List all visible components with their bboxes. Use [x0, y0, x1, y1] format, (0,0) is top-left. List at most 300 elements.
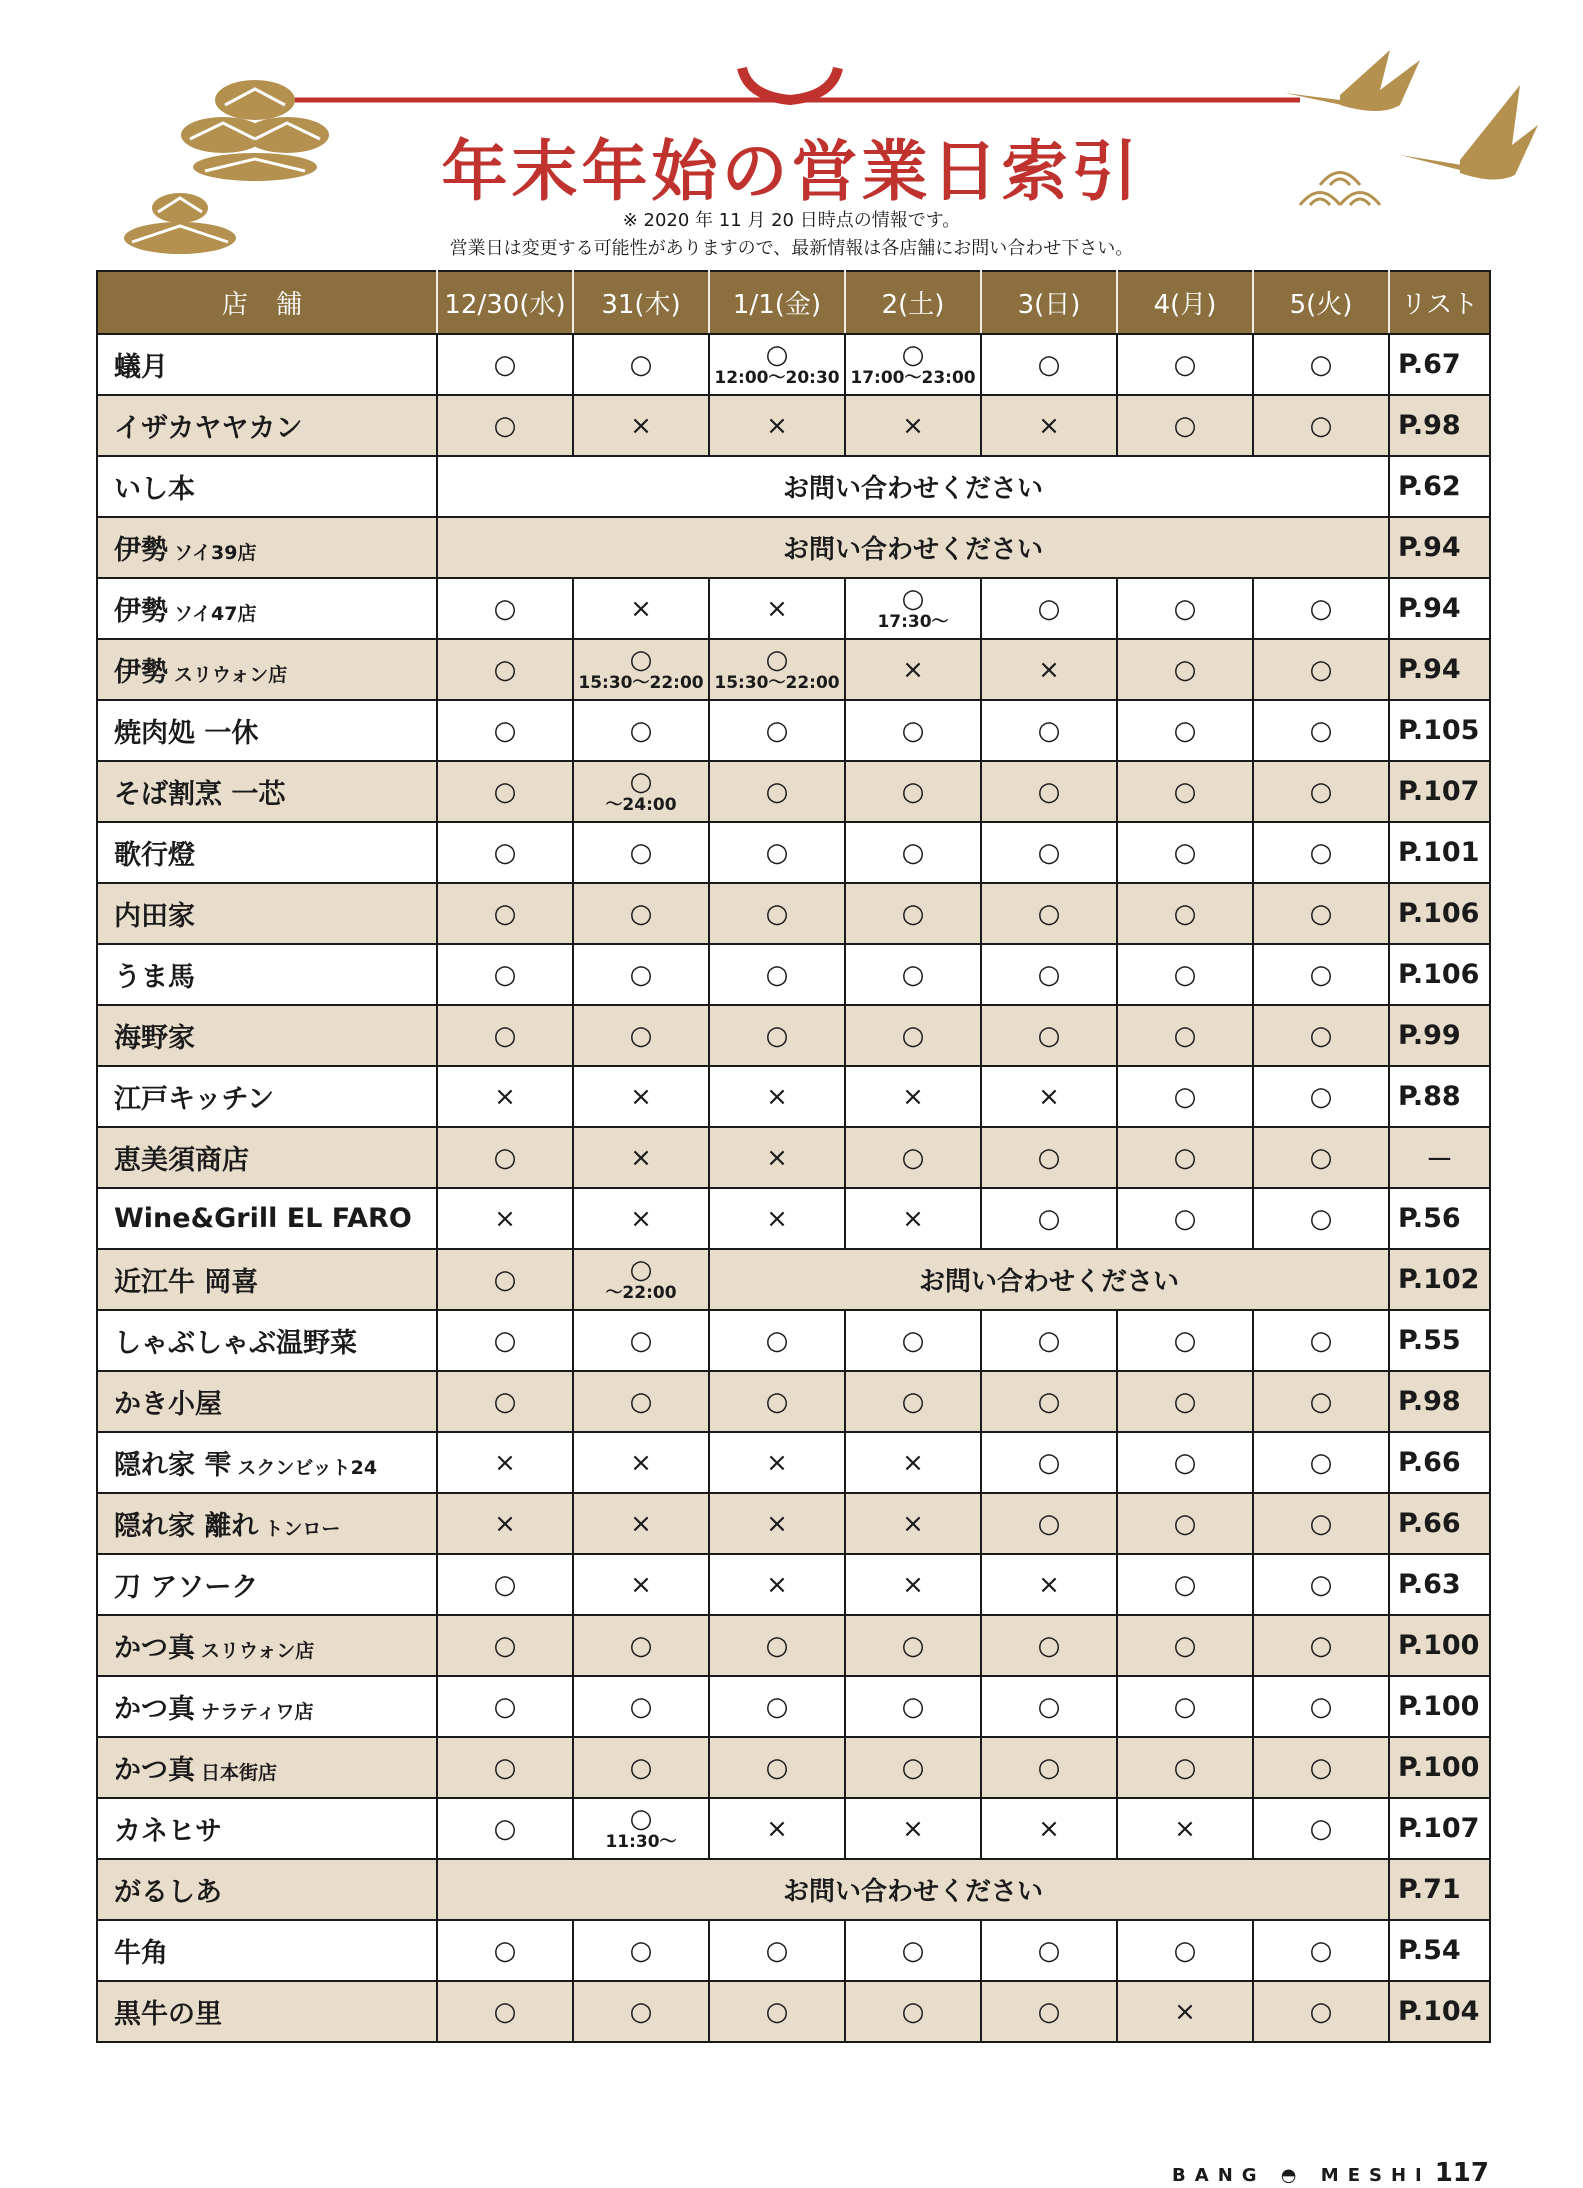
- open-mark: ○: [629, 1996, 653, 2027]
- status-cell: [981, 1310, 1117, 1371]
- store-name-cell: [97, 395, 437, 456]
- table-row: [97, 1554, 1490, 1615]
- status-cell: [573, 1188, 709, 1249]
- status-cell: [1117, 1066, 1253, 1127]
- table-row: [97, 700, 1490, 761]
- closed-mark: ×: [630, 1081, 652, 1112]
- open-mark: ○: [1037, 1325, 1061, 1356]
- status-cell: [573, 1798, 709, 1859]
- store-name: 近江牛 岡喜: [114, 1267, 259, 1298]
- store-name: 牛角: [114, 1938, 168, 1969]
- store-name-cell: [97, 1737, 437, 1798]
- open-mark: ○: [629, 1386, 653, 1417]
- header-cell: 31(木): [573, 271, 709, 334]
- store-name-cell: [97, 1676, 437, 1737]
- open-mark: ○: [1173, 1081, 1197, 1112]
- status-cell: [981, 1493, 1117, 1554]
- open-mark: ○: [1309, 776, 1333, 807]
- open-mark: ○: [493, 837, 517, 868]
- store-name-cell: [97, 1432, 437, 1493]
- status-cell: [1253, 1554, 1389, 1615]
- status-cell: [1117, 334, 1253, 395]
- open-mark: ○: [1037, 1447, 1061, 1478]
- open-mark: ○: [1037, 959, 1061, 990]
- list-page-ref: P.94: [1389, 578, 1490, 639]
- status-cell: [1253, 883, 1389, 944]
- status-cell: [1117, 1737, 1253, 1798]
- status-cell: [845, 395, 981, 456]
- open-mark: ○: [1173, 1325, 1197, 1356]
- store-name-cell: [97, 700, 437, 761]
- closed-mark: ×: [630, 1203, 652, 1234]
- open-mark: ○: [629, 1020, 653, 1051]
- store-name-cell: [97, 822, 437, 883]
- open-mark: ○: [1037, 837, 1061, 868]
- open-mark: ○: [901, 340, 925, 370]
- list-page-ref: P.106: [1389, 944, 1490, 1005]
- table-row: [97, 1981, 1490, 2042]
- closed-mark: ×: [630, 1508, 652, 1539]
- hours-text: 11:30～: [605, 1832, 677, 1852]
- open-mark: ○: [1173, 1630, 1197, 1661]
- open-mark: ○: [1309, 593, 1333, 624]
- hours-text: 15:30～22:00: [578, 673, 704, 693]
- status-cell: [709, 1920, 845, 1981]
- status-cell: [437, 1981, 573, 2042]
- open-mark: ○: [765, 1996, 789, 2027]
- open-mark: ○: [493, 1569, 517, 1600]
- table-row: [97, 1798, 1490, 1859]
- status-cell: [437, 1432, 573, 1493]
- closed-mark: ×: [630, 593, 652, 624]
- status-cell: [1253, 822, 1389, 883]
- open-mark: ○: [765, 1386, 789, 1417]
- status-cell: [709, 822, 845, 883]
- list-page-ref: P.62: [1389, 456, 1490, 517]
- header-cell: 5(火): [1253, 271, 1389, 334]
- status-cell: [437, 1676, 573, 1737]
- closed-mark: ×: [902, 1569, 924, 1600]
- open-mark: ○: [493, 349, 517, 380]
- open-mark: ○: [901, 1630, 925, 1661]
- status-cell: [573, 395, 709, 456]
- status-cell: [1117, 822, 1253, 883]
- status-cell: [437, 1493, 573, 1554]
- store-name-cell: [97, 1554, 437, 1615]
- store-name: がるしあ: [114, 1877, 222, 1908]
- closed-mark: ×: [766, 1203, 788, 1234]
- status-cell: [981, 761, 1117, 822]
- status-cell: [437, 1249, 573, 1310]
- table-row: [97, 1249, 1490, 1310]
- closed-mark: ×: [766, 1142, 788, 1173]
- store-name-cell: [97, 1371, 437, 1432]
- status-cell: [845, 1127, 981, 1188]
- open-mark: ○: [1309, 1935, 1333, 1966]
- store-name: 内田家: [114, 901, 195, 932]
- list-page-ref: P.56: [1389, 1188, 1490, 1249]
- status-cell: [981, 1737, 1117, 1798]
- status-cell: [437, 1310, 573, 1371]
- store-name: かつ真: [114, 1694, 195, 1725]
- store-name: 恵美須商店: [114, 1145, 249, 1176]
- status-cell: [1253, 1615, 1389, 1676]
- open-mark: ○: [493, 1325, 517, 1356]
- list-page-ref: P.67: [1389, 334, 1490, 395]
- status-cell: [981, 578, 1117, 639]
- status-cell: [1117, 1981, 1253, 2042]
- open-mark: ○: [1037, 349, 1061, 380]
- open-mark: ○: [901, 1935, 925, 1966]
- list-page-ref: P.55: [1389, 1310, 1490, 1371]
- store-name-cell: [97, 1920, 437, 1981]
- status-cell: [845, 578, 981, 639]
- store-name-cell: [97, 1188, 437, 1249]
- closed-mark: ×: [1038, 410, 1060, 441]
- hours-text: ～24:00: [605, 795, 677, 815]
- open-mark: ○: [1173, 898, 1197, 929]
- open-mark: ○: [1309, 1325, 1333, 1356]
- open-mark: ○: [493, 593, 517, 624]
- open-mark: ○: [1309, 837, 1333, 868]
- store-branch: スリウォン店: [174, 664, 288, 686]
- status-cell: [981, 334, 1117, 395]
- note-date: ※ 2020 年 11 月 20 日時点の情報です。: [622, 210, 961, 231]
- status-cell: [1253, 578, 1389, 639]
- open-mark: ○: [1173, 1569, 1197, 1600]
- table-row: [97, 517, 1490, 578]
- store-name-cell: [97, 517, 437, 578]
- open-mark: ○: [493, 715, 517, 746]
- open-mark: ○: [901, 1386, 925, 1417]
- status-cell: [437, 1737, 573, 1798]
- header-cell: 店 舗: [97, 271, 437, 334]
- status-cell: [981, 639, 1117, 700]
- brand-logo: BANG ◓ MESHI: [1172, 2165, 1431, 2186]
- open-mark: ○: [493, 959, 517, 990]
- status-cell: [437, 1066, 573, 1127]
- store-name: イザカヤヤカン: [114, 413, 303, 444]
- open-mark: ○: [1173, 1752, 1197, 1783]
- status-cell: [845, 822, 981, 883]
- closed-mark: ×: [1038, 1081, 1060, 1112]
- status-cell: [981, 395, 1117, 456]
- closed-mark: ×: [630, 1569, 652, 1600]
- status-cell: [845, 700, 981, 761]
- status-cell: [437, 1005, 573, 1066]
- store-name: そば割烹 一芯: [114, 779, 286, 810]
- status-cell: [573, 1005, 709, 1066]
- table-row: [97, 1493, 1490, 1554]
- open-mark: ○: [629, 898, 653, 929]
- contact-notice: お問い合わせください: [437, 1859, 1389, 1920]
- table-row: [97, 1371, 1490, 1432]
- status-cell: [1253, 1127, 1389, 1188]
- status-cell: [1253, 1066, 1389, 1127]
- status-cell: [981, 700, 1117, 761]
- status-cell: [845, 1554, 981, 1615]
- closed-mark: ×: [1038, 654, 1060, 685]
- table-row: [97, 883, 1490, 944]
- hours-text: 17:00～23:00: [850, 368, 976, 388]
- open-mark: ○: [765, 1935, 789, 1966]
- open-mark: ○: [629, 715, 653, 746]
- list-page-ref: P.104: [1389, 1981, 1490, 2042]
- status-cell: [981, 1005, 1117, 1066]
- open-mark: ○: [1037, 1935, 1061, 1966]
- closed-mark: ×: [1174, 1813, 1196, 1844]
- open-mark: ○: [629, 349, 653, 380]
- status-cell: [437, 334, 573, 395]
- table-row: [97, 1432, 1490, 1493]
- table-row: [97, 1676, 1490, 1737]
- store-name-cell: [97, 1249, 437, 1310]
- hours-text: 15:30～22:00: [714, 673, 840, 693]
- list-page-ref: P.66: [1389, 1432, 1490, 1493]
- status-cell: [1253, 1005, 1389, 1066]
- open-mark: ○: [1037, 1508, 1061, 1539]
- status-cell: [437, 944, 573, 1005]
- table-row: [97, 1920, 1490, 1981]
- status-cell: [1117, 1188, 1253, 1249]
- table-row: [97, 456, 1490, 517]
- status-cell: [845, 639, 981, 700]
- status-cell: [1253, 1798, 1389, 1859]
- list-page-ref: P.102: [1389, 1249, 1490, 1310]
- status-cell: [437, 1798, 573, 1859]
- status-cell: [573, 1920, 709, 1981]
- store-name-cell: [97, 1981, 437, 2042]
- open-mark: ○: [629, 1325, 653, 1356]
- list-page-ref: P.107: [1389, 761, 1490, 822]
- open-mark: ○: [901, 1996, 925, 2027]
- open-mark: ○: [901, 898, 925, 929]
- status-cell: [709, 639, 845, 700]
- status-cell: [709, 1493, 845, 1554]
- open-mark: ○: [765, 1691, 789, 1722]
- status-cell: [981, 1066, 1117, 1127]
- list-page-ref: P.107: [1389, 1798, 1490, 1859]
- open-mark: ○: [1309, 1508, 1333, 1539]
- open-mark: ○: [1309, 1081, 1333, 1112]
- status-cell: [709, 1005, 845, 1066]
- status-cell: [981, 822, 1117, 883]
- open-mark: ○: [1309, 898, 1333, 929]
- store-name: かつ真: [114, 1633, 195, 1664]
- status-cell: [437, 1920, 573, 1981]
- open-mark: ○: [1309, 1020, 1333, 1051]
- status-cell: [709, 1066, 845, 1127]
- header-cell: 1/1(金): [709, 271, 845, 334]
- open-mark: ○: [1173, 1203, 1197, 1234]
- store-name-cell: [97, 1310, 437, 1371]
- table-row: [97, 1127, 1490, 1188]
- status-cell: [709, 944, 845, 1005]
- status-cell: [573, 761, 709, 822]
- open-mark: ○: [1173, 1386, 1197, 1417]
- list-page-ref: P.94: [1389, 639, 1490, 700]
- status-cell: [437, 761, 573, 822]
- open-mark: ○: [1309, 1996, 1333, 2027]
- header-cell: 4(月): [1117, 271, 1253, 334]
- open-mark: ○: [901, 1691, 925, 1722]
- closed-mark: ×: [766, 1569, 788, 1600]
- store-branch: トンロー: [264, 1518, 341, 1540]
- status-cell: [573, 1066, 709, 1127]
- closed-mark: ×: [902, 1508, 924, 1539]
- open-mark: ○: [901, 776, 925, 807]
- status-cell: [845, 1310, 981, 1371]
- header-cell: 12/30(水): [437, 271, 573, 334]
- list-page-ref: P.100: [1389, 1615, 1490, 1676]
- open-mark: ○: [1173, 776, 1197, 807]
- open-mark: ○: [1173, 959, 1197, 990]
- closed-mark: ×: [902, 1447, 924, 1478]
- status-cell: [981, 1188, 1117, 1249]
- open-mark: ○: [493, 1020, 517, 1051]
- closed-mark: ×: [630, 1142, 652, 1173]
- open-mark: ○: [1309, 410, 1333, 441]
- closed-mark: ×: [766, 1813, 788, 1844]
- status-cell: [1117, 578, 1253, 639]
- open-mark: ○: [629, 1630, 653, 1661]
- status-cell: [845, 1798, 981, 1859]
- open-mark: ○: [1309, 1630, 1333, 1661]
- list-page-ref: P.66: [1389, 1493, 1490, 1554]
- open-mark: ○: [493, 1813, 517, 1844]
- status-cell: [709, 1615, 845, 1676]
- status-cell: [437, 883, 573, 944]
- open-mark: ○: [1309, 1691, 1333, 1722]
- closed-mark: ×: [630, 410, 652, 441]
- store-name: 刀 アソーク: [114, 1572, 259, 1603]
- open-mark: ○: [629, 645, 653, 675]
- closed-mark: ×: [766, 1447, 788, 1478]
- store-name: うま馬: [114, 962, 195, 993]
- status-cell: [709, 1554, 845, 1615]
- table-row: [97, 1066, 1490, 1127]
- status-cell: [981, 1371, 1117, 1432]
- hours-text: 12:00～20:30: [714, 368, 840, 388]
- list-page-ref: P.71: [1389, 1859, 1490, 1920]
- open-mark: ○: [1173, 715, 1197, 746]
- contact-notice: お問い合わせください: [437, 456, 1389, 517]
- list-page-ref: P.98: [1389, 395, 1490, 456]
- open-mark: ○: [1037, 1691, 1061, 1722]
- page-title: 年末年始の営業日索引: [441, 133, 1142, 210]
- closed-mark: ×: [902, 410, 924, 441]
- list-page-ref: P.63: [1389, 1554, 1490, 1615]
- table-row: [97, 1310, 1490, 1371]
- store-name-cell: [97, 1127, 437, 1188]
- store-name: Wine&Grill EL FARO: [114, 1203, 412, 1234]
- status-cell: [1253, 1493, 1389, 1554]
- table-row: [97, 1859, 1490, 1920]
- footer: [1172, 2158, 1489, 2188]
- status-cell: [437, 395, 573, 456]
- closed-mark: ×: [630, 1447, 652, 1478]
- open-mark: ○: [629, 1804, 653, 1834]
- open-mark: ○: [493, 1996, 517, 2027]
- open-mark: ○: [1037, 593, 1061, 624]
- list-page-ref: P.99: [1389, 1005, 1490, 1066]
- open-mark: ○: [1173, 593, 1197, 624]
- status-cell: [845, 1737, 981, 1798]
- closed-mark: ×: [1038, 1569, 1060, 1600]
- status-cell: [573, 1249, 709, 1310]
- status-cell: [981, 1127, 1117, 1188]
- store-name: いし本: [114, 474, 195, 505]
- status-cell: [573, 700, 709, 761]
- status-cell: [1117, 1676, 1253, 1737]
- note-disclaimer: 営業日は変更する可能性がありますので、最新情報は各店舗にお問い合わせ下さい。: [449, 238, 1134, 259]
- open-mark: ○: [901, 1752, 925, 1783]
- status-cell: [981, 1432, 1117, 1493]
- store-name-cell: [97, 1859, 437, 1920]
- open-mark: ○: [1309, 1813, 1333, 1844]
- open-mark: ○: [1037, 776, 1061, 807]
- open-mark: ○: [1309, 1447, 1333, 1478]
- status-cell: [1117, 700, 1253, 761]
- status-cell: [1253, 1432, 1389, 1493]
- status-cell: [1253, 944, 1389, 1005]
- status-cell: [981, 1981, 1117, 2042]
- status-cell: [981, 1920, 1117, 1981]
- status-cell: [709, 1798, 845, 1859]
- status-cell: [709, 1310, 845, 1371]
- status-cell: [1253, 1737, 1389, 1798]
- closed-mark: ×: [494, 1081, 516, 1112]
- table-row: [97, 1188, 1490, 1249]
- status-cell: [1253, 1188, 1389, 1249]
- open-mark: ○: [493, 410, 517, 441]
- closed-mark: ×: [902, 1081, 924, 1112]
- status-cell: [573, 1676, 709, 1737]
- closed-mark: ×: [494, 1203, 516, 1234]
- store-branch: ソイ39店: [174, 542, 257, 564]
- status-cell: [573, 578, 709, 639]
- open-mark: ○: [1309, 1142, 1333, 1173]
- list-page-ref: －: [1389, 1127, 1490, 1188]
- status-cell: [573, 1737, 709, 1798]
- open-mark: ○: [1037, 715, 1061, 746]
- status-cell: [573, 639, 709, 700]
- store-branch: 日本街店: [201, 1762, 278, 1784]
- table-row: [97, 822, 1490, 883]
- open-mark: ○: [765, 645, 789, 675]
- status-cell: [709, 1981, 845, 2042]
- store-name-cell: [97, 1493, 437, 1554]
- open-mark: ○: [493, 898, 517, 929]
- contact-notice: お問い合わせください: [437, 517, 1389, 578]
- closed-mark: ×: [494, 1508, 516, 1539]
- open-mark: ○: [765, 1020, 789, 1051]
- open-mark: ○: [629, 767, 653, 797]
- status-cell: [1253, 1371, 1389, 1432]
- open-mark: ○: [1037, 1142, 1061, 1173]
- open-mark: ○: [493, 1630, 517, 1661]
- status-cell: [981, 883, 1117, 944]
- schedule-table: [96, 270, 1491, 2043]
- table-row: [97, 578, 1490, 639]
- status-cell: [1117, 1310, 1253, 1371]
- status-cell: [573, 334, 709, 395]
- status-cell: [437, 700, 573, 761]
- status-cell: [573, 1981, 709, 2042]
- list-page-ref: P.105: [1389, 700, 1490, 761]
- status-cell: [437, 1615, 573, 1676]
- status-cell: [1117, 1127, 1253, 1188]
